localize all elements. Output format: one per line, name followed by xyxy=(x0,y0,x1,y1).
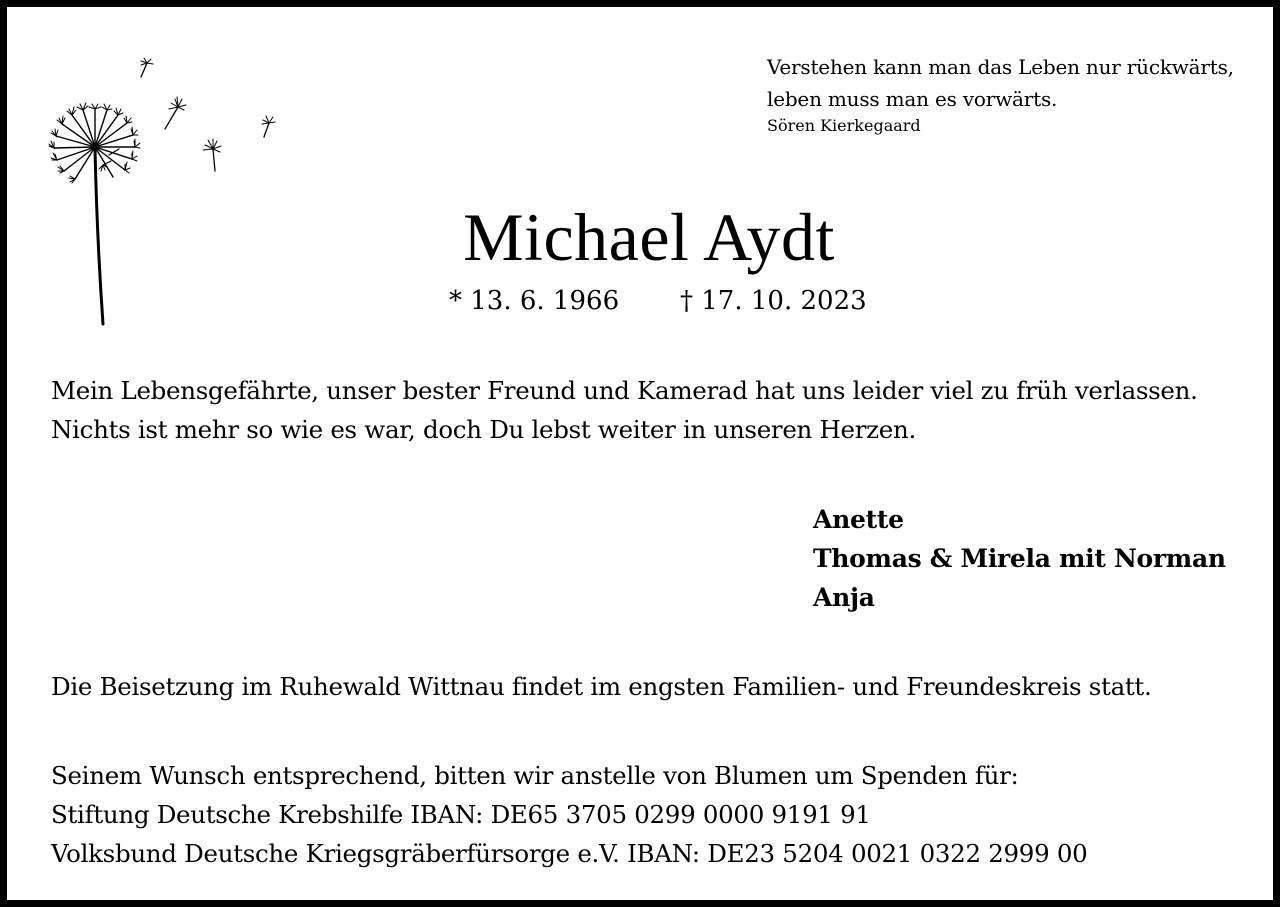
quote-line: leben muss man es vorwärts. xyxy=(767,87,1058,111)
message-line: Mein Lebensgefährte, unser bester Freund und Kamerad hat uns leider viel zu früh verlassen. xyxy=(51,376,1198,405)
donation-line: Seinem Wunsch entsprechend, bitten wir anstelle von Blumen um Spenden für: xyxy=(51,761,1019,790)
mourners-list xyxy=(813,500,1226,617)
message-line: Nichts ist mehr so wie es war, doch Du lebst weiter in unseren Herzen. xyxy=(51,415,916,444)
quote-line: Verstehen kann man das Leben nur rückwärts, xyxy=(767,55,1234,79)
donation-line: Stiftung Deutsche Krebshilfe IBAN: DE65 3705 0299 0000 9191 91 xyxy=(51,800,871,829)
donation-line: Volksbund Deutsche Kriegsgräberfürsorge e.V. IBAN: DE23 5204 0021 0322 2999 00 xyxy=(51,839,1088,868)
mourner-name: Thomas & Mirela mit Norman xyxy=(813,544,1226,573)
mourner-name: Anja xyxy=(813,583,875,612)
quote-block xyxy=(767,51,1267,137)
dandelion-icon xyxy=(45,49,285,329)
memorial-message xyxy=(51,371,1261,449)
mourner-name: Anette xyxy=(813,505,904,534)
deceased-name: Michael Aydt xyxy=(463,199,835,275)
birth-date: * 13. 6. 1966 xyxy=(449,286,620,316)
funeral-notice: Die Beisetzung im Ruhewald Wittnau findet im engsten Familien- und Freundeskreis statt. xyxy=(51,672,1152,701)
quote-author: Sören Kierkegaard xyxy=(767,116,921,135)
death-date: † 17. 10. 2023 xyxy=(680,286,867,316)
donation-notice xyxy=(51,756,1087,873)
